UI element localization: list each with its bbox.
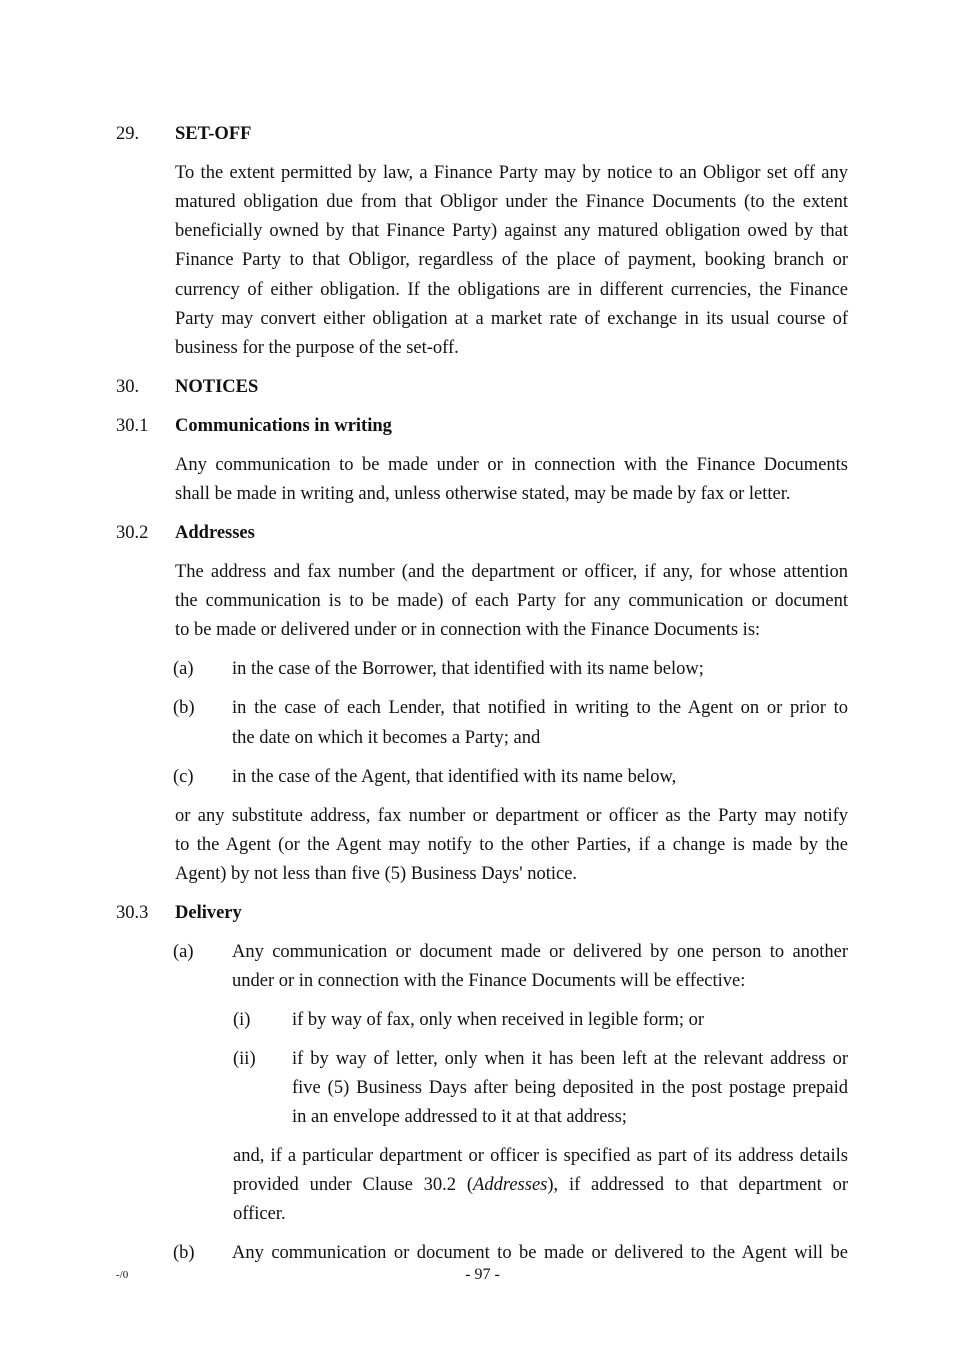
- section-30-title: NOTICES: [175, 377, 259, 397]
- clause-30-2-number: 30.2: [116, 523, 149, 543]
- addresses-line-2: the communication is to be made) of each Party for any communication or document: [175, 591, 848, 611]
- addresses-item-a-text: in the case of the Borrower, that identified with its name below;: [232, 659, 704, 679]
- addresses-item-b-line-2: the date on which it becomes a Party; and: [232, 728, 541, 748]
- delivery-and-line-1: and, if a particular department or officer is specified as part of its address details: [233, 1146, 848, 1166]
- addresses-item-b-label: (b): [173, 698, 195, 718]
- section-29-number: 29.: [116, 124, 140, 144]
- addresses-item-a-label: (a): [173, 659, 194, 679]
- delivery-and-line-2: [233, 1171, 848, 1200]
- addresses-item-b-line-1: in the case of each Lender, that notified in writing to the Agent on or prior to: [232, 698, 848, 718]
- delivery-and-line-3: officer.: [233, 1204, 286, 1224]
- addresses-line-3: to be made or delivered under or in connection with the Finance Documents is:: [175, 620, 761, 640]
- addresses-tail-line-2: to the Agent (or the Agent may notify to the other Parties, if a change is made by the: [175, 835, 848, 855]
- delivery-item-a-label: (a): [173, 942, 194, 962]
- delivery-item-b-label: (b): [173, 1243, 195, 1263]
- delivery-item-ii-line-3: in an envelope addressed to it at that address;: [292, 1107, 627, 1127]
- set-off-line-5: currency of either obligation. If the obligations are in different currencies, the Finance: [175, 280, 848, 300]
- delivery-item-ii-line-1: if by way of letter, only when it has been left at the relevant address or: [292, 1049, 848, 1069]
- delivery-item-a-line-1: Any communication or document made or delivered by one person to another: [232, 942, 848, 962]
- footer-document-ref: -/0: [116, 1269, 129, 1281]
- addresses-tail-line-1: or any substitute address, fax number or department or officer as the Party may notify: [175, 806, 848, 826]
- communications-line-1: Any communication to be made under or in connection with the Finance Documents: [175, 455, 848, 475]
- set-off-line-7: business for the purpose of the set-off.: [175, 338, 459, 358]
- clause-30-3-title: Delivery: [175, 903, 242, 923]
- set-off-line-6: Party may convert either obligation at a market rate of exchange in its usual course of: [175, 309, 848, 329]
- addresses-italic-reference: Addresses: [473, 1175, 548, 1195]
- page-number: - 97 -: [465, 1266, 500, 1283]
- addresses-item-c-text: in the case of the Agent, that identified with its name below,: [232, 767, 677, 787]
- clause-30-2-title: Addresses: [175, 523, 255, 543]
- clause-30-1-number: 30.1: [116, 416, 149, 436]
- delivery-item-i-text: if by way of fax, only when received in legible form; or: [292, 1010, 705, 1030]
- section-29-title: SET-OFF: [175, 124, 252, 144]
- delivery-and-line-2-post: ), if addressed to that department or: [547, 1175, 848, 1195]
- communications-line-2: shall be made in writing and, unless otherwise stated, may be made by fax or letter.: [175, 484, 791, 504]
- delivery-item-b-text: Any communication or document to be made or delivered to the Agent will be: [232, 1243, 848, 1263]
- delivery-item-ii-line-2: five (5) Business Days after being deposited in the post postage prepaid: [292, 1078, 848, 1098]
- section-30-number: 30.: [116, 377, 140, 397]
- delivery-and-line-2-pre: provided under Clause 30.2 (: [233, 1175, 474, 1195]
- set-off-line-4: Finance Party to that Obligor, regardless of the place of payment, booking branch or: [175, 250, 848, 270]
- clause-30-1-title: Communications in writing: [175, 416, 392, 436]
- delivery-item-ii-label: (ii): [233, 1049, 256, 1069]
- addresses-line-1: The address and fax number (and the department or officer, if any, for whose attention: [175, 562, 848, 582]
- set-off-line-2: matured obligation due from that Obligor under the Finance Documents (to the extent: [175, 192, 848, 212]
- addresses-item-c-label: (c): [173, 767, 194, 787]
- delivery-item-a-line-2: under or in connection with the Finance Documents will be effective:: [232, 971, 746, 991]
- addresses-tail-line-3: Agent) by not less than five (5) Business Days' notice.: [175, 864, 578, 884]
- clause-30-3-number: 30.3: [116, 903, 149, 923]
- delivery-item-i-label: (i): [233, 1010, 251, 1030]
- set-off-line-1: To the extent permitted by law, a Finance Party may by notice to an Obligor set off any: [175, 163, 848, 183]
- set-off-line-3: beneficially owned by that Finance Party) against any matured obligation owed by that: [175, 221, 848, 241]
